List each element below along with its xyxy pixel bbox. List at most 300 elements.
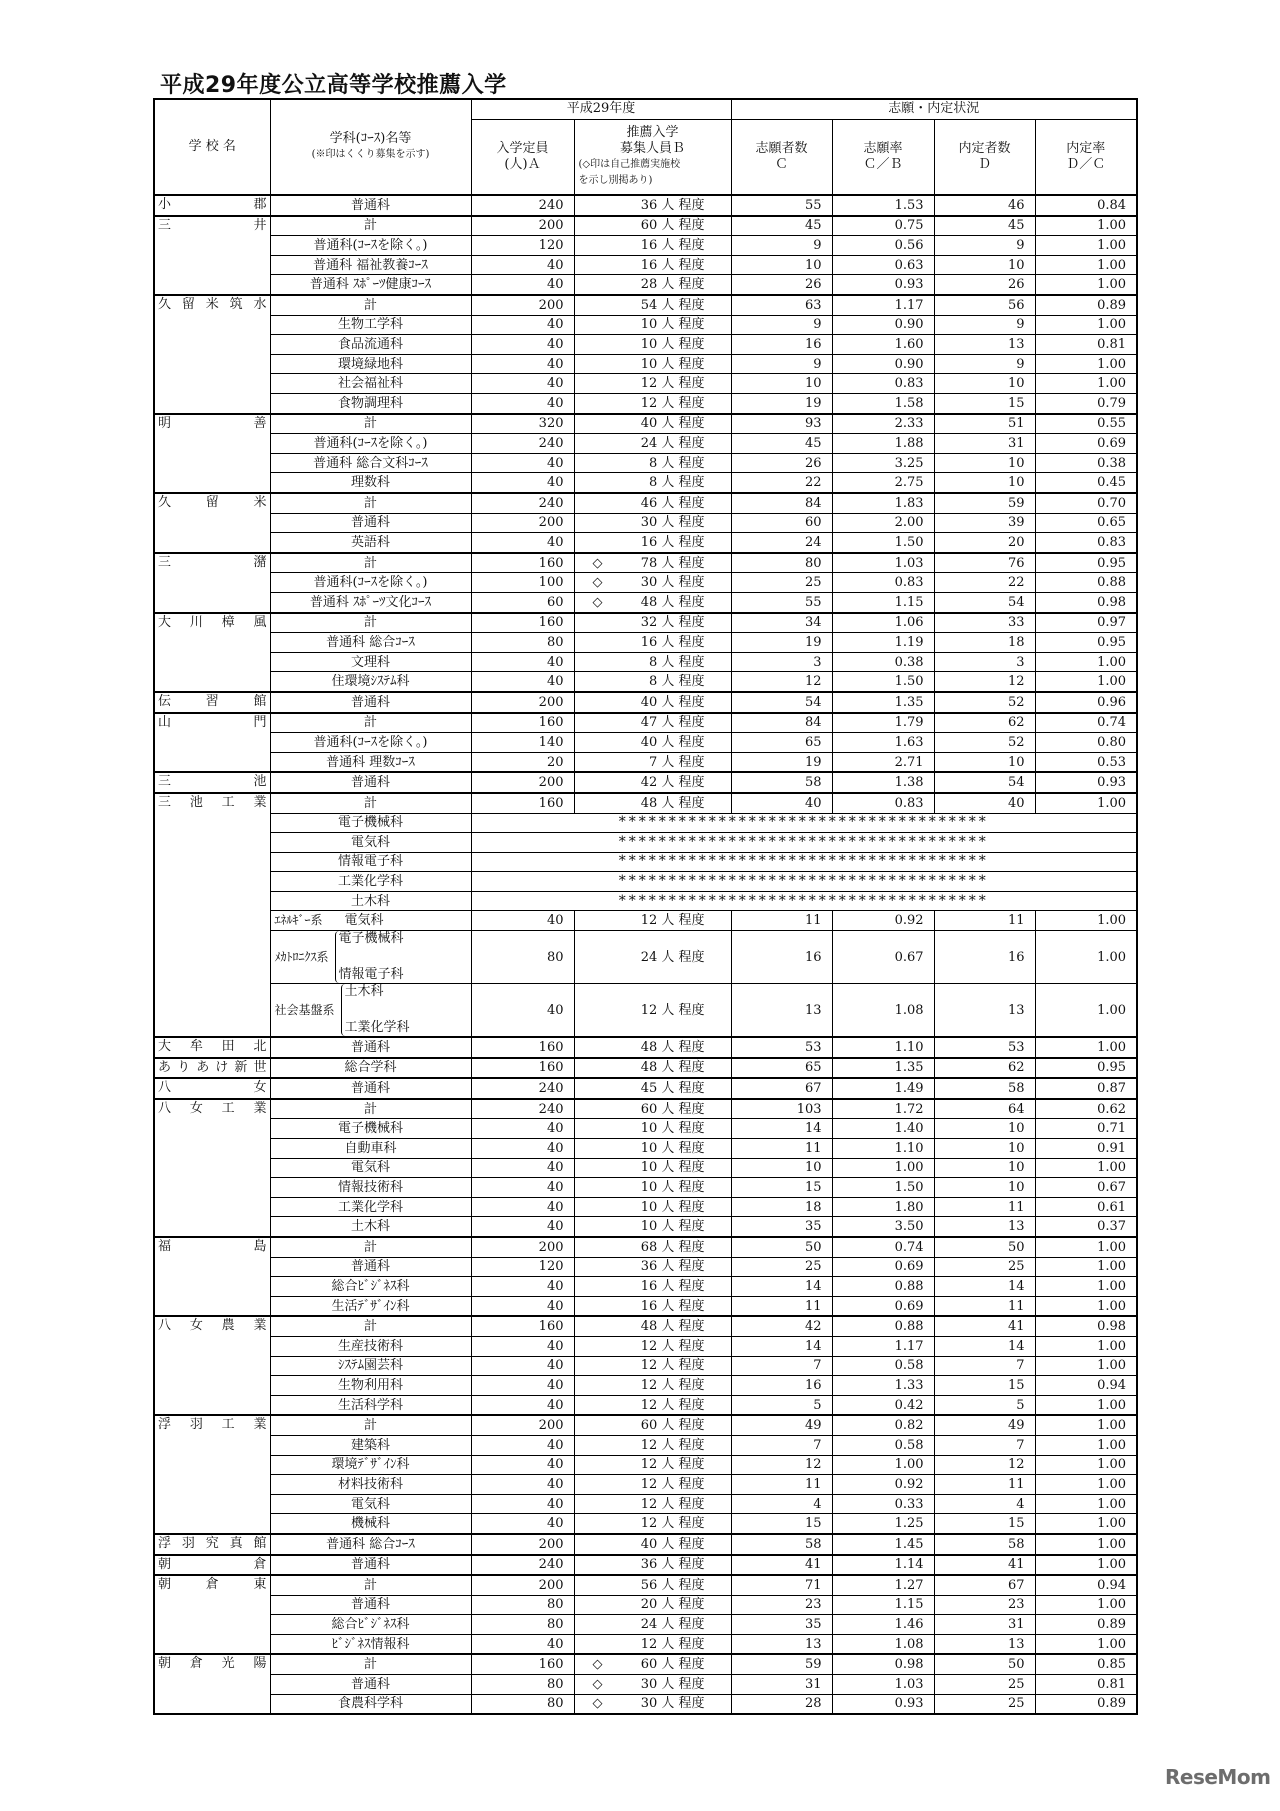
recruit-number: 48 <box>640 795 662 811</box>
recruit-number: 16 <box>640 1298 662 1314</box>
admitted-cell: 25 <box>934 1257 1035 1277</box>
bracket-group <box>335 931 404 983</box>
recruit-cell <box>574 1296 731 1316</box>
capacity-cell: 40 <box>471 1494 574 1514</box>
capacity-cell: 160 <box>471 1058 574 1079</box>
dept-cell: 計 <box>270 295 471 315</box>
app-rate-cell: 1.14 <box>832 1555 934 1576</box>
recruit-number: 48 <box>640 1319 662 1335</box>
capacity-cell: 240 <box>471 1078 574 1099</box>
applicants-cell: 11 <box>731 1475 832 1495</box>
table-row <box>154 315 1137 335</box>
adm-rate-cell: 1.00 <box>1035 374 1137 394</box>
dept-cell: 普通科 <box>270 1037 471 1058</box>
header-status-group: 志願・内定状況 <box>731 99 1137 119</box>
app-rate-cell: 1.03 <box>832 553 934 573</box>
recruit-unit: 人 程度 <box>661 534 705 550</box>
admitted-cell: 10 <box>934 1158 1035 1178</box>
recruit-number: 16 <box>640 634 662 650</box>
dept-cell: 計 <box>270 414 471 434</box>
capacity-cell: 160 <box>471 793 574 813</box>
recruit-cell <box>574 315 731 335</box>
admitted-cell: 11 <box>934 1475 1035 1495</box>
recruit-cell <box>574 414 731 434</box>
admitted-cell: 13 <box>934 1634 1035 1654</box>
table-row <box>154 255 1137 275</box>
table-row <box>154 1178 1137 1198</box>
app-rate-cell: 0.83 <box>832 573 934 593</box>
recruit-number: 12 <box>640 395 662 411</box>
recruit-unit: 人 程度 <box>661 238 705 254</box>
grouped-recruit-marker: ************************************* <box>471 872 1137 892</box>
applicants-cell: 19 <box>731 394 832 414</box>
recruit-cell <box>574 533 731 553</box>
dept-cell: 土木科 <box>270 1217 471 1237</box>
admitted-cell: 41 <box>934 1555 1035 1576</box>
recruit-unit: 人 程度 <box>661 1476 705 1492</box>
dept-cell: 計 <box>270 1316 471 1336</box>
recruit-cell <box>574 692 731 713</box>
recruit-number: 12 <box>640 1476 662 1492</box>
applicants-cell: 45 <box>731 216 832 236</box>
app-rate-cell: 1.25 <box>832 1514 934 1534</box>
recruit-number: 12 <box>640 376 662 392</box>
app-rate-cell: 3.25 <box>832 453 934 473</box>
recruit-cell <box>574 1555 731 1576</box>
applicants-cell: 63 <box>731 295 832 315</box>
app-rate-cell: 1.08 <box>832 984 934 1038</box>
recruit-number: 10 <box>640 1140 662 1156</box>
table-row <box>154 793 1137 813</box>
recruit-unit: 人 程度 <box>661 775 705 791</box>
table-row <box>154 984 1137 1038</box>
school-name-cell: 久留米 <box>154 493 270 553</box>
dept-cell: 普通科 <box>270 1555 471 1576</box>
adm-rate-cell: 1.00 <box>1035 1277 1137 1297</box>
admitted-cell: 11 <box>934 1197 1035 1217</box>
sub-dept: 土木科 <box>344 984 384 1000</box>
dept-cell: 計 <box>270 1415 471 1435</box>
app-rate-cell: 1.17 <box>832 1336 934 1356</box>
adm-rate-cell: 0.38 <box>1035 453 1137 473</box>
applicants-cell: 9 <box>731 354 832 374</box>
adm-rate-cell: 0.98 <box>1035 1316 1137 1336</box>
table-row <box>154 1078 1137 1099</box>
applicants-cell: 18 <box>731 1197 832 1217</box>
recruit-cell <box>574 434 731 454</box>
table-row <box>154 1615 1137 1635</box>
admitted-cell: 10 <box>934 1178 1035 1198</box>
adm-rate-cell: 0.74 <box>1035 713 1137 733</box>
table-row <box>154 1376 1137 1396</box>
app-rate-cell: 0.93 <box>832 275 934 295</box>
dept-cell: ｼｽﾃﾑ園芸科 <box>270 1356 471 1376</box>
recruit-number: 12 <box>640 1457 662 1473</box>
applicants-cell: 35 <box>731 1217 832 1237</box>
recruit-unit: 人 程度 <box>661 277 705 293</box>
applicants-cell: 16 <box>731 931 832 984</box>
applicants-cell: 14 <box>731 1277 832 1297</box>
adm-rate-cell: 1.00 <box>1035 275 1137 295</box>
recruit-unit: 人 程度 <box>661 1457 705 1473</box>
capacity-cell: 160 <box>471 1654 574 1674</box>
dept-cell: 普通科 総合文科ｺｰｽ <box>270 453 471 473</box>
admitted-cell: 26 <box>934 275 1035 295</box>
recruit-cell <box>574 1455 731 1475</box>
recruit-unit: 人 程度 <box>661 1557 705 1573</box>
dept-cell: 生物利用科 <box>270 1376 471 1396</box>
capacity-cell: 40 <box>471 911 574 931</box>
table-row <box>154 1119 1137 1139</box>
applicants-cell: 45 <box>731 434 832 454</box>
table-row <box>154 1037 1137 1058</box>
app-rate-cell: 0.58 <box>832 1435 934 1455</box>
table-row <box>154 752 1137 772</box>
capacity-cell: 120 <box>471 1257 574 1277</box>
capacity-cell: 40 <box>471 984 574 1038</box>
table-row <box>154 1158 1137 1178</box>
recruit-cell <box>574 1119 731 1139</box>
dept-cell: 普通科(ｺｰｽを除く。) <box>270 733 471 753</box>
table-row <box>154 1455 1137 1475</box>
applicants-cell: 28 <box>731 1694 832 1714</box>
dept-cell: 食物調理科 <box>270 394 471 414</box>
recruit-number: 7 <box>648 754 662 770</box>
header-year-group: 平成29年度 <box>471 99 731 119</box>
table-row <box>154 1475 1137 1495</box>
table-row <box>154 513 1137 533</box>
adm-rate-cell: 1.00 <box>1035 1158 1137 1178</box>
table-row <box>154 1296 1137 1316</box>
recruit-unit: 人 程度 <box>661 416 705 432</box>
adm-rate-cell: 1.00 <box>1035 1395 1137 1415</box>
table-row <box>154 813 1137 833</box>
recruit-number: 42 <box>640 775 662 791</box>
header-recommend: 推薦入学 募集人員Ｂ (◇印は自己推薦実施校 を示し別掲あり) <box>574 119 731 195</box>
applicants-cell: 84 <box>731 713 832 733</box>
applicants-cell: 31 <box>731 1675 832 1695</box>
admitted-cell: 46 <box>934 195 1035 216</box>
self-recommend-marker: ◇ <box>592 555 603 571</box>
recruit-number: 48 <box>640 594 662 610</box>
recruit-unit: 人 程度 <box>661 913 705 929</box>
recruit-unit: 人 程度 <box>661 1101 705 1117</box>
recruit-cell <box>574 1435 731 1455</box>
recruit-number: 24 <box>640 949 662 965</box>
recruit-cell <box>574 354 731 374</box>
admitted-cell: 40 <box>934 793 1035 813</box>
applicants-cell: 41 <box>731 1555 832 1576</box>
dept-cell: 文理科 <box>270 652 471 672</box>
capacity-cell: 200 <box>471 692 574 713</box>
adm-rate-cell: 1.00 <box>1035 1257 1137 1277</box>
dept-cell: 普通科 <box>270 195 471 216</box>
app-rate-cell: 1.53 <box>832 195 934 216</box>
capacity-cell: 40 <box>471 1514 574 1534</box>
adm-rate-cell: 1.00 <box>1035 1555 1137 1576</box>
adm-rate-cell: 1.00 <box>1035 255 1137 275</box>
dept-cell: 計 <box>270 553 471 573</box>
app-rate-cell: 1.03 <box>832 1675 934 1695</box>
recruit-cell <box>574 1675 731 1695</box>
dept-cell: 総合学科 <box>270 1058 471 1079</box>
table-row <box>154 891 1137 911</box>
app-rate-cell: 1.50 <box>832 533 934 553</box>
dept-cell: 電気科 <box>270 1158 471 1178</box>
app-rate-cell: 1.49 <box>832 1078 934 1099</box>
table-row <box>154 493 1137 513</box>
recruit-cell <box>574 1395 731 1415</box>
table-row <box>154 335 1137 355</box>
capacity-cell: 200 <box>471 772 574 793</box>
recruit-cell <box>574 633 731 653</box>
recruit-number: 10 <box>640 1199 662 1215</box>
recruit-cell <box>574 1654 731 1674</box>
recruit-unit: 人 程度 <box>661 575 705 591</box>
recruit-cell <box>574 1494 731 1514</box>
table-row <box>154 1197 1137 1217</box>
system-group <box>275 984 467 1036</box>
capacity-cell: 80 <box>471 1615 574 1635</box>
applicants-cell: 93 <box>731 414 832 434</box>
recruit-unit: 人 程度 <box>661 1060 705 1076</box>
adm-rate-cell: 1.00 <box>1035 911 1137 931</box>
recruit-unit: 人 程度 <box>661 734 705 750</box>
applicants-cell: 15 <box>731 1514 832 1534</box>
recruit-cell <box>574 335 731 355</box>
table-row <box>154 1217 1137 1237</box>
applicants-cell: 11 <box>731 1139 832 1159</box>
app-rate-cell: 1.15 <box>832 1595 934 1615</box>
recruit-cell <box>574 195 731 216</box>
self-recommend-marker: ◇ <box>592 1676 603 1692</box>
table-row <box>154 1237 1137 1257</box>
recruit-unit: 人 程度 <box>661 297 705 313</box>
table-row <box>154 692 1137 713</box>
sub-dept: 電子機械科 <box>338 931 404 947</box>
admitted-cell: 11 <box>934 1296 1035 1316</box>
adm-rate-cell: 0.87 <box>1035 1078 1137 1099</box>
school-name-cell: 八女農業 <box>154 1316 270 1415</box>
table-row <box>154 434 1137 454</box>
recruit-unit: 人 程度 <box>661 1278 705 1294</box>
app-rate-cell: 0.69 <box>832 1257 934 1277</box>
admitted-cell: 54 <box>934 592 1035 612</box>
recruit-unit: 人 程度 <box>661 337 705 353</box>
table-row <box>154 1356 1137 1376</box>
header-adm-rate: 内定率 Ｄ／Ｃ <box>1035 119 1137 195</box>
recruit-number: 60 <box>640 1418 662 1434</box>
admitted-cell: 10 <box>934 255 1035 275</box>
recruit-cell <box>574 984 731 1038</box>
table-row <box>154 295 1137 315</box>
dept-cell: 普通科 理数ｺｰｽ <box>270 752 471 772</box>
dept-cell: 電子機械科 <box>270 1119 471 1139</box>
applicants-cell: 54 <box>731 692 832 713</box>
recruit-unit: 人 程度 <box>661 1199 705 1215</box>
school-name-cell: 大牟田北 <box>154 1037 270 1058</box>
sub-dept: 情報電子科 <box>338 967 404 983</box>
capacity-cell: 200 <box>471 1575 574 1595</box>
recruit-number: 36 <box>640 1557 662 1573</box>
recruit-unit: 人 程度 <box>661 436 705 452</box>
table-row <box>154 852 1137 872</box>
adm-rate-cell: 0.96 <box>1035 692 1137 713</box>
admitted-cell: 16 <box>934 931 1035 984</box>
recruit-unit: 人 程度 <box>661 1259 705 1275</box>
recruit-unit: 人 程度 <box>661 615 705 631</box>
capacity-cell: 200 <box>471 1534 574 1555</box>
app-rate-cell: 1.46 <box>832 1615 934 1635</box>
dept-cell: 生活科学科 <box>270 1395 471 1415</box>
dept-cell: 普通科 <box>270 1595 471 1615</box>
recruit-number: 60 <box>640 1101 662 1117</box>
recruit-number: 30 <box>640 575 662 591</box>
adm-rate-cell: 1.00 <box>1035 984 1137 1038</box>
recruit-unit: 人 程度 <box>661 1597 705 1613</box>
recruit-cell <box>574 513 731 533</box>
adm-rate-cell: 0.37 <box>1035 1217 1137 1237</box>
adm-rate-cell: 1.00 <box>1035 1634 1137 1654</box>
applicants-cell: 10 <box>731 1158 832 1178</box>
school-name-cell: 朝倉光陽 <box>154 1654 270 1714</box>
recruit-unit: 人 程度 <box>661 1160 705 1176</box>
recruit-number: 78 <box>640 555 662 571</box>
recruit-cell <box>574 1534 731 1555</box>
recruit-unit: 人 程度 <box>661 218 705 234</box>
capacity-cell: 160 <box>471 553 574 573</box>
table-row <box>154 394 1137 414</box>
recruit-number: 30 <box>640 1696 662 1712</box>
recruit-cell <box>574 394 731 414</box>
recruit-unit: 人 程度 <box>661 594 705 610</box>
recruit-number: 10 <box>640 1121 662 1137</box>
app-rate-cell: 3.50 <box>832 1217 934 1237</box>
applicants-cell: 55 <box>731 195 832 216</box>
dept-cell: 生物工学科 <box>270 315 471 335</box>
recruit-cell <box>574 1139 731 1159</box>
recruit-cell <box>574 1158 731 1178</box>
school-name-cell: 八女工業 <box>154 1099 270 1237</box>
dept-cell: 建築科 <box>270 1435 471 1455</box>
recruit-cell <box>574 1514 731 1534</box>
capacity-cell: 40 <box>471 1475 574 1495</box>
adm-rate-cell: 1.00 <box>1035 1435 1137 1455</box>
table-row <box>154 1099 1137 1119</box>
school-name-cell: ありあけ新世 <box>154 1058 270 1079</box>
table-row <box>154 1336 1137 1356</box>
applicants-cell: 19 <box>731 633 832 653</box>
admitted-cell: 58 <box>934 1078 1035 1099</box>
recruit-unit: 人 程度 <box>661 1496 705 1512</box>
capacity-cell: 100 <box>471 573 574 593</box>
applicants-cell: 14 <box>731 1119 832 1139</box>
school-name-cell: 朝倉東 <box>154 1575 270 1654</box>
applicants-cell: 80 <box>731 553 832 573</box>
table-row <box>154 652 1137 672</box>
dept-cell: 普通科 ｽﾎﾟｰﾂ文化ｺｰｽ <box>270 592 471 612</box>
admitted-cell: 9 <box>934 354 1035 374</box>
dept-system-cell <box>270 911 471 931</box>
app-rate-cell: 1.80 <box>832 1197 934 1217</box>
recruit-number: 32 <box>640 615 662 631</box>
admitted-cell: 62 <box>934 1058 1035 1079</box>
app-rate-cell: 1.79 <box>832 713 934 733</box>
capacity-cell: 80 <box>471 1595 574 1615</box>
recruit-number: 40 <box>640 694 662 710</box>
capacity-cell: 40 <box>471 1634 574 1654</box>
recruit-cell <box>574 733 731 753</box>
applicants-cell: 5 <box>731 1395 832 1415</box>
recruit-cell <box>574 1037 731 1058</box>
capacity-cell: 40 <box>471 1139 574 1159</box>
recruit-number: 16 <box>640 534 662 550</box>
app-rate-cell: 1.58 <box>832 394 934 414</box>
recruit-cell <box>574 772 731 793</box>
table-row <box>154 573 1137 593</box>
applicants-cell: 55 <box>731 592 832 612</box>
app-rate-cell: 1.00 <box>832 1158 934 1178</box>
recruit-number: 54 <box>640 297 662 313</box>
capacity-cell: 40 <box>471 1336 574 1356</box>
table-row <box>154 672 1137 692</box>
recruit-unit: 人 程度 <box>661 1338 705 1354</box>
recruit-number: 8 <box>648 475 662 491</box>
dept-cell: 計 <box>270 793 471 813</box>
app-rate-cell: 1.88 <box>832 434 934 454</box>
capacity-cell: 40 <box>471 1455 574 1475</box>
recruit-cell <box>574 713 731 733</box>
capacity-cell: 160 <box>471 1037 574 1058</box>
applicants-cell: 40 <box>731 793 832 813</box>
table-row <box>154 374 1137 394</box>
school-name-cell: 三潴 <box>154 553 270 613</box>
recruit-number: 10 <box>640 317 662 333</box>
bracket-group <box>341 984 410 1036</box>
adm-rate-cell: 1.00 <box>1035 1475 1137 1495</box>
admitted-cell: 50 <box>934 1654 1035 1674</box>
recruit-cell <box>574 1356 731 1376</box>
adm-rate-cell: 1.00 <box>1035 1296 1137 1316</box>
admitted-cell: 49 <box>934 1415 1035 1435</box>
capacity-cell: 40 <box>471 1178 574 1198</box>
adm-rate-cell: 1.00 <box>1035 236 1137 256</box>
app-rate-cell: 1.60 <box>832 335 934 355</box>
recruit-unit: 人 程度 <box>661 376 705 392</box>
capacity-cell: 40 <box>471 394 574 414</box>
admitted-cell: 13 <box>934 1217 1035 1237</box>
grouped-recruit-marker: ************************************* <box>471 813 1137 833</box>
recruit-number: 12 <box>640 913 662 929</box>
applicants-cell: 14 <box>731 1336 832 1356</box>
app-rate-cell: 1.10 <box>832 1139 934 1159</box>
app-rate-cell: 1.45 <box>832 1534 934 1555</box>
admitted-cell: 3 <box>934 652 1035 672</box>
recruit-unit: 人 程度 <box>661 715 705 731</box>
table-row <box>154 1395 1137 1415</box>
admitted-cell: 7 <box>934 1356 1035 1376</box>
admitted-cell: 22 <box>934 573 1035 593</box>
capacity-cell: 320 <box>471 414 574 434</box>
applicants-cell: 53 <box>731 1037 832 1058</box>
capacity-cell: 20 <box>471 752 574 772</box>
app-rate-cell: 0.42 <box>832 1395 934 1415</box>
applicants-cell: 58 <box>731 772 832 793</box>
resemom-logo: ReseMom <box>1165 1765 1271 1789</box>
app-rate-cell: 0.69 <box>832 1296 934 1316</box>
table-row <box>154 1435 1137 1455</box>
recruit-number: 12 <box>640 1636 662 1652</box>
